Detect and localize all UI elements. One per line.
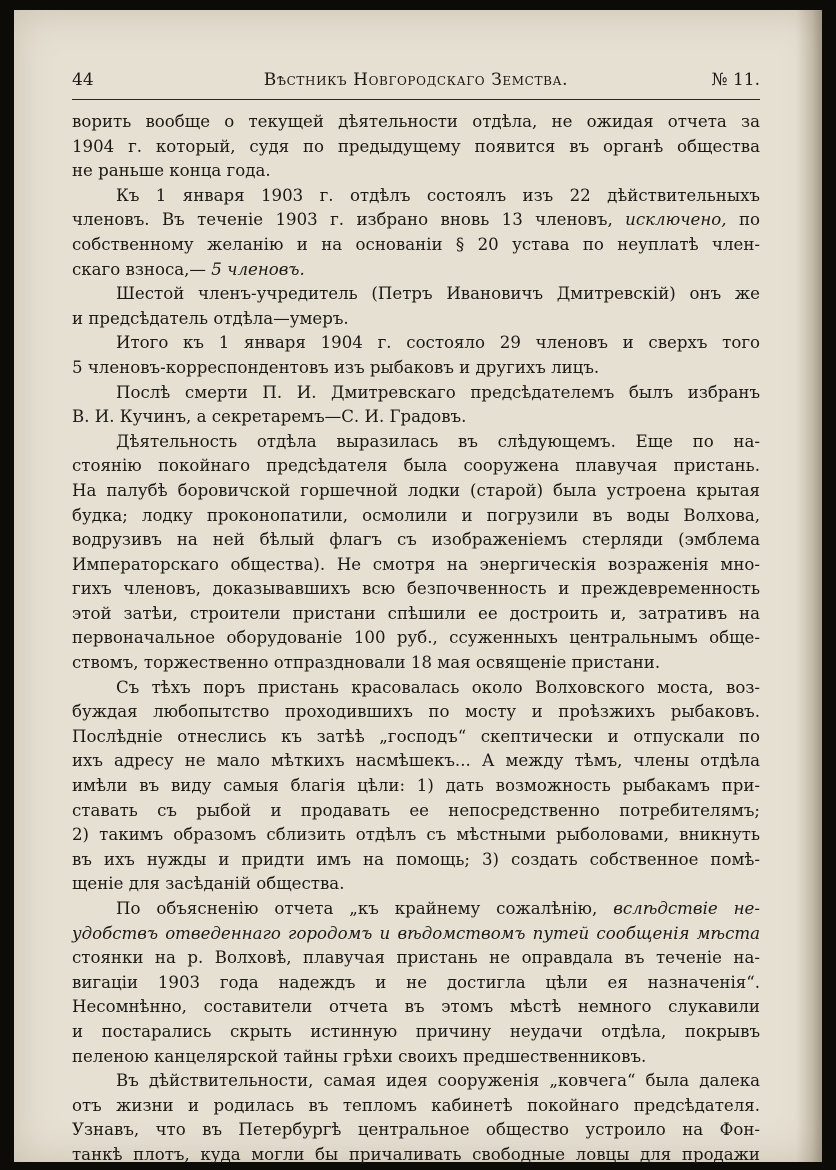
line-text: будка; лодку проконопатили, осмолили и погрузили въ воды Волхова, [72, 505, 760, 525]
line-text: Императорскаго общества). Не смотря на энергическія возраженія мно- [72, 554, 760, 574]
text-line [72, 848, 760, 873]
text-line [72, 1045, 760, 1070]
line-text: щеніе для засѣданій общества. [72, 874, 345, 894]
text-line [72, 504, 760, 529]
journal-title: Вѣстникъ Новгородскаго Земства. [263, 70, 569, 90]
line-text: ихъ адресу не мало мѣткихъ насмѣшекъ... А между тѣмъ, члены отдѣла [72, 751, 760, 771]
text-line [72, 208, 760, 233]
text-line [72, 331, 760, 356]
line-text: водрузивъ на ней бѣлый флагъ съ изображеніемъ стерляди (эмблема [72, 530, 760, 550]
text-line [72, 135, 760, 160]
line-text: По объясненію отчета „къ крайнему сожалѣнію, [116, 899, 598, 918]
line-text: Итого къ 1 января 1904 г. состояло 29 членовъ и сверхъ того [116, 333, 760, 353]
text-line [72, 405, 760, 430]
text-line [72, 233, 760, 258]
italic-phrase: удобствъ отведеннаго городомъ и вѣдомствомъ путей сообщенія мѣста [72, 923, 760, 943]
line-text: Съ тѣхъ поръ пристань красовалась около Волховского моста, воз- [116, 677, 760, 697]
text-line [72, 1069, 760, 1094]
journal-page [14, 10, 822, 1162]
line-text: въ ихъ нужды и придти имъ на помощь; 3) создать собственное помѣ- [72, 849, 760, 869]
text-line [72, 553, 760, 578]
text-line [72, 725, 760, 750]
text-line [72, 602, 760, 627]
line-text: Къ 1 января 1903 г. отдѣлъ состоялъ изъ 22 дѣйствительныхъ [116, 185, 760, 205]
line-text: Въ дѣйствительности, самая идея сооруженія „ковчега“ была далека [116, 1071, 760, 1091]
page-number: 44 [72, 70, 94, 90]
text-line [72, 922, 760, 947]
line-text: В. И. Кучинъ, а секретаремъ—С. И. Градовъ. [72, 407, 467, 427]
line-text: 1904 г. который, судя по предыдущему появится въ органѣ общества [72, 136, 760, 156]
text-line [72, 872, 760, 897]
text-line [72, 258, 760, 283]
text-line [72, 774, 760, 799]
text-line [72, 356, 760, 381]
text-line [72, 159, 760, 184]
text-line [72, 1143, 760, 1168]
page-spine-shadow [796, 10, 822, 1162]
line-text: пеленою канцелярской тайны грѣхи своихъ предшественниковъ. [72, 1046, 647, 1066]
line-text: стоянію покойнаго предсѣдателя была сооружена плавучая пристань. [72, 456, 760, 476]
issue-number: № 11. [711, 70, 760, 90]
line-text: отъ жизни и родилась въ тепломъ кабинетѣ покойнаго предсѣдателя. [72, 1095, 760, 1115]
text-line [72, 528, 760, 553]
text-line [72, 307, 760, 332]
line-text: и предсѣдатель отдѣла—умеръ. [72, 308, 349, 328]
text-line [72, 479, 760, 504]
line-text: этой затѣи, строители пристани спѣшили ее достроить и, затративъ на [72, 603, 760, 623]
line-text: танкѣ плотъ, куда могли бы причаливать свободные ловцы для продажи [72, 1144, 760, 1164]
line-text: и постарались скрыть истинную причину неудачи отдѣла, покрывъ [72, 1021, 760, 1041]
line-text: 5 членовъ-корреспондентовъ изъ рыбаковъ и другихъ лицъ. [72, 357, 600, 377]
text-line [72, 749, 760, 774]
text-line [72, 184, 760, 209]
line-text: имѣли въ виду самыя благія цѣли: 1) дать возможность рыбакамъ при- [72, 776, 760, 796]
text-line [72, 946, 760, 971]
text-line [72, 110, 760, 135]
article-body [72, 110, 760, 1168]
italic-phrase: вслѣдствіе не- [613, 899, 760, 918]
text-line [72, 1094, 760, 1119]
text-line [72, 700, 760, 725]
line-text: не раньше конца года. [72, 161, 271, 181]
line-text: Послѣ смерти П. И. Дмитревскаго предсѣдателемъ былъ избранъ [116, 382, 760, 402]
text-line [72, 897, 760, 922]
text-line [72, 676, 760, 701]
line-text: ворить вообще о текущей дѣятельности отдѣла, не ожидая отчета за [72, 112, 760, 131]
line-text: по [738, 210, 761, 230]
line-text: Узнавъ, что въ Петербургѣ центральное общество устроило на Фон- [72, 1120, 760, 1140]
text-line [72, 823, 760, 848]
text-line [72, 651, 760, 676]
line-text: собственному желанію и на основаніи § 20 устава по неуплатѣ член- [72, 234, 760, 254]
text-line [72, 430, 760, 455]
line-text: стоянки на р. Волховѣ, плавучая пристань не оправдала въ теченіе на- [72, 948, 760, 968]
line-text: первоначальное оборудованіе 100 руб., ссуженныхъ центральнымъ обще- [72, 628, 760, 648]
text-line [72, 995, 760, 1020]
line-text: ствомъ, торжественно отпраздновали 18 мая освященіе пристани. [72, 653, 661, 673]
line-text: Шестой членъ-учредитель (Петръ Ивановичъ Дмитревскій) онъ же [116, 284, 760, 304]
italic-phrase: исключено, [625, 210, 727, 230]
line-text: гихъ членовъ, доказывавшихъ всю безпочвенность и преждевременность [72, 579, 760, 599]
text-line [72, 799, 760, 824]
line-text: На палубѣ боровичской горшечной лодки (старой) была устроена крытая [72, 480, 760, 500]
line-text: вигаціи 1903 года надеждъ и не достигла цѣли ея назначенія“. [72, 972, 760, 992]
line-text: Послѣдніе отнеслись къ затѣѣ „господъ“ скептически и отпускали по [72, 726, 760, 746]
text-line [72, 1020, 760, 1045]
text-line [72, 971, 760, 996]
text-line [72, 577, 760, 602]
line-text: Дѣятельность отдѣла выразилась въ слѣдующемъ. Еще по на- [116, 431, 760, 451]
line-text: Несомнѣнно, составители отчета въ этомъ мѣстѣ немного слукавили [72, 997, 760, 1017]
running-header [72, 60, 760, 96]
text-line [72, 381, 760, 406]
text-line [72, 454, 760, 479]
line-text: скаго взноса,— [72, 259, 207, 279]
text-line [72, 626, 760, 651]
line-text: 2) такимъ образомъ сблизить отдѣлъ съ мѣстными рыболовами, вникнуть [72, 825, 760, 845]
line-text: буждая любопытство проходившихъ по мосту и проѣзжихъ рыбаковъ. [72, 702, 760, 722]
header-rule [72, 99, 760, 100]
text-line [72, 282, 760, 307]
line-text: ставать съ рыбой и продавать ее непосредственно потребителямъ; [72, 800, 760, 820]
text-line [72, 1118, 760, 1143]
line-text: членовъ. Въ теченіе 1903 г. избрано вновь 13 членовъ, [72, 210, 613, 230]
italic-phrase: 5 членовъ. [211, 259, 305, 279]
